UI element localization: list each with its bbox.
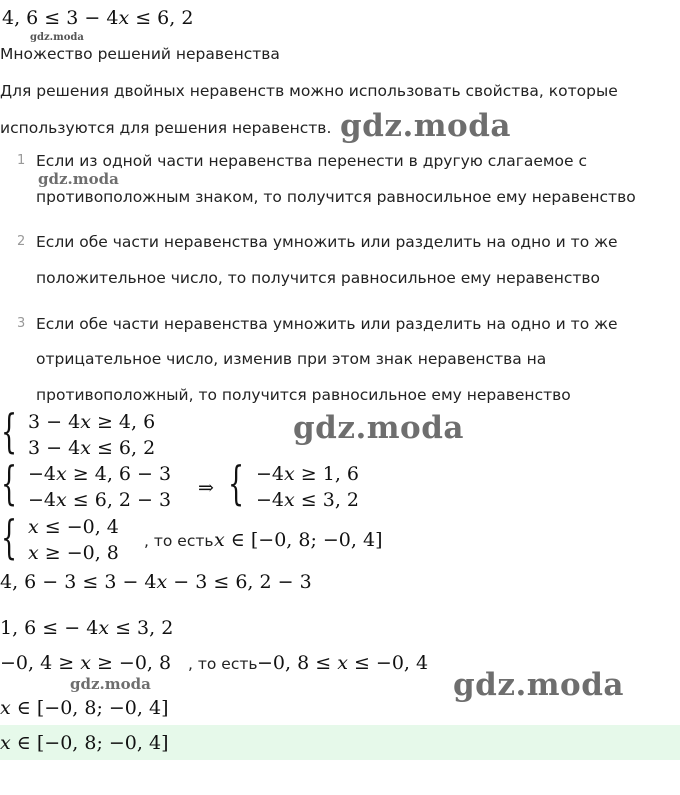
- watermark-tiny: gdz.moda: [30, 32, 84, 43]
- step-1: 4, 6 − 3 ≤ 3 − 4x − 3 ≤ 6, 2 − 3: [0, 571, 312, 593]
- property-3-line-2: отрицательное число, изменив при этом знак неравенства на: [36, 350, 547, 368]
- subtitle: Множество решений неравенства: [0, 45, 280, 63]
- answer: x ∈ [−0, 8; −0, 4]: [0, 732, 169, 754]
- step-4: x ∈ [−0, 8; −0, 4]: [0, 697, 169, 719]
- property-number: 3: [17, 316, 26, 331]
- watermark-big-1: gdz.moda: [340, 108, 511, 144]
- intro-line-1: Для решения двойных неравенств можно использовать свойства, которые: [0, 82, 618, 100]
- system-4-row-1: x ≤ −0, 4: [28, 516, 119, 538]
- system-brace: {: [228, 456, 245, 510]
- system-brace: {: [1, 510, 18, 564]
- system-4-row-2: x ≥ −0, 8: [28, 542, 119, 564]
- that-is-text: , то есть: [144, 532, 214, 550]
- watermark-small-1: gdz.moda: [38, 170, 119, 188]
- system-brace: {: [1, 404, 18, 458]
- property-3-line-3: противоположный, то получится равносильное ему неравенство: [36, 386, 571, 404]
- system-1-row-1: 3 − 4x ≥ 4, 6: [28, 411, 156, 433]
- step-3-left: −0, 4 ≥ x ≥ −0, 8: [0, 652, 172, 674]
- property-1-line-1: Если из одной части неравенства перенести в другую слагаемое с: [36, 152, 588, 170]
- header-inequality: 4, 6 ≤ 3 − 4x ≤ 6, 2: [2, 7, 194, 29]
- system-brace: {: [1, 456, 18, 510]
- property-1-line-2: противоположным знаком, то получится равносильное ему неравенство: [36, 188, 636, 206]
- property-3-line-1: Если обе части неравенства умножить или разделить на одно и то же: [36, 315, 618, 333]
- property-number: 2: [17, 234, 26, 249]
- system-4-result: x ∈ [−0, 8; −0, 4]: [214, 529, 383, 551]
- property-number: 1: [17, 153, 26, 168]
- system-3-row-1: −4x ≥ 1, 6: [256, 463, 359, 485]
- system-3-row-2: −4x ≤ 3, 2: [256, 489, 359, 511]
- property-2-line-2: положительное число, то получится равносильное ему неравенство: [36, 269, 601, 287]
- watermark-small-2: gdz.moda: [70, 675, 151, 693]
- system-2-row-2: −4x ≤ 6, 2 − 3: [28, 489, 172, 511]
- implies-arrow: ⇒: [198, 477, 214, 499]
- watermark-big-2: gdz.moda: [293, 410, 464, 446]
- property-2-line-1: Если обе части неравенства умножить или разделить на одно и то же: [36, 233, 618, 251]
- system-1-row-2: 3 − 4x ≤ 6, 2: [28, 437, 156, 459]
- watermark-big-3: gdz.moda: [453, 667, 624, 703]
- step-3-that-is: , то есть: [188, 655, 258, 673]
- intro-line-2: используются для решения неравенств.: [0, 119, 332, 137]
- system-2-row-1: −4x ≥ 4, 6 − 3: [28, 463, 172, 485]
- step-2: 1, 6 ≤ − 4x ≤ 3, 2: [0, 617, 174, 639]
- step-3-right: −0, 8 ≤ x ≤ −0, 4: [257, 652, 429, 674]
